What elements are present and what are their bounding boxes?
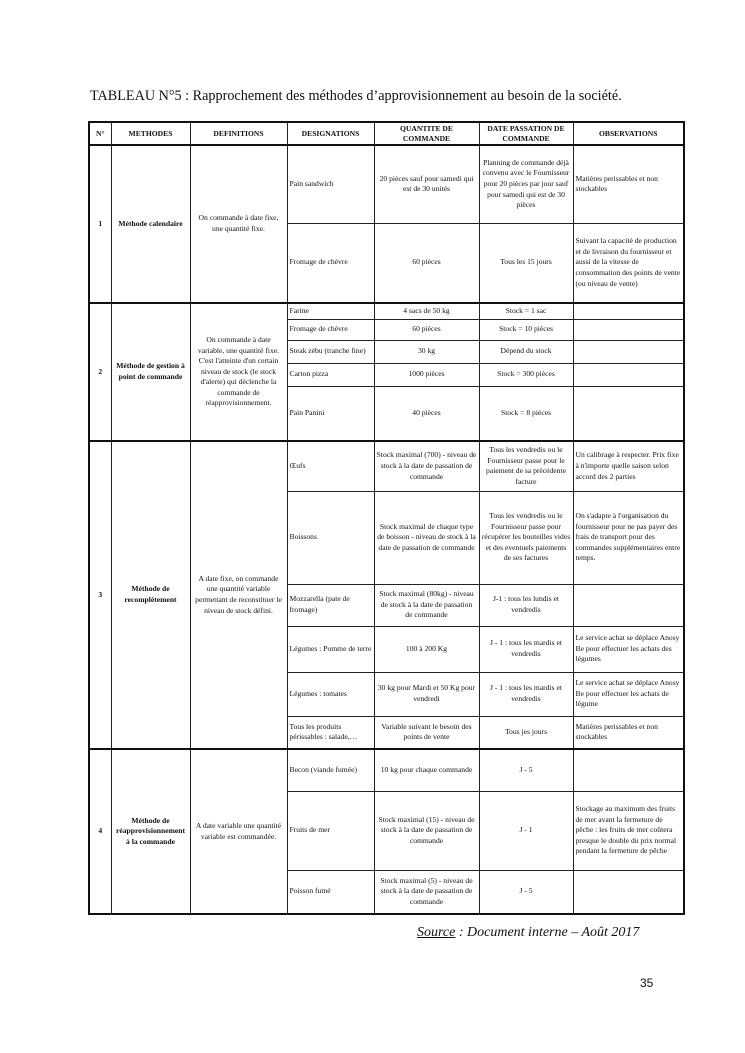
quantity-cell: 40 pièces [374,386,479,441]
date-cell: Stock = 300 pièces [479,363,573,386]
header-row [89,122,684,145]
method-name-cell: Méthode de recomplètement [111,441,190,749]
observation-cell: Un calibrage à respecter. Prix fixe à n'importe quelle saison selon accord des 2 parties [573,441,684,491]
observation-cell: Matières perissables et non stockables [573,716,684,749]
quantity-cell: Stock maximal de chaque type de boisson - niveau de stock à la date de passation de commande [374,491,479,584]
definition-cell: A date fixe, on commande une quantité variable permettant de reconstituer le niveau de stock défini. [190,441,287,749]
observation-cell: Suivant la capacité de production et de livraison du fournisseur et aussi de la vitesse de consommation des points de vente (ou niveau de vente) [573,223,684,303]
designation-cell: Pain Panini [287,386,374,441]
definition-cell: On commande à date fixe, une quantité fixe. [190,145,287,303]
method-number-cell: 4 [89,749,111,914]
designation-cell: Légumes : Pomme de terre [287,626,374,672]
header-number: N° [89,122,111,145]
designation-cell: Fromage de chèvre [287,319,374,340]
method-name-cell: Méthode de réapprovisionnement à la commande [111,749,190,914]
quantity-cell: 20 pièces sauf pour samedi qui est de 30 unités [374,145,479,223]
quantity-cell: Stock maximal (80kg) - niveau de stock à la date de passation de commande [374,584,479,626]
designation-cell: Fromage de chèvre [287,223,374,303]
observation-cell: Le service achat se déplace Anosy Be pour effectuer les achats des légumes [573,626,684,672]
designation-cell: Farine [287,303,374,319]
method-number-cell: 1 [89,145,111,303]
observation-cell: On s'adapte à l'organisation du fournisseur pour ne pas payer des frais de transport pour des commandes supplémentaires entre temps. [573,491,684,584]
date-cell: Planning de commande déjà convenu avec le Fournisseur pour 20 pièces par jour sauf pour samedi qui est de 30 pièces [479,145,573,223]
designation-cell: Mozzarella (pate de fromage) [287,584,374,626]
source-label: Source [417,925,456,940]
quantity-cell: 10 kg pour chaque commande [374,749,479,791]
observation-cell [573,870,684,914]
observation-cell [573,749,684,791]
date-cell: Stock = 1 sac [479,303,573,319]
designation-cell: Tous les produits périssables : salade,… [287,716,374,749]
date-cell: J - 1 : tous les mardis et vendredis [479,672,573,716]
quantity-cell: Stock maximal (5) - niveau de stock à la date de passation de commande [374,870,479,914]
quantity-cell: 30 kg pour Mardi et 50 Kg pour vendredi [374,672,479,716]
date-cell: J - 1 : tous les mardis et vendredis [479,626,573,672]
method-name-cell: Méthode calendaire [111,145,190,303]
observation-cell: Stockage au maximum des fruits de mer avant la fermeture de pêche : les fruits de mer coûtera presque le double du prix normal pendant la fermeture de pêche [573,791,684,870]
date-cell: Stock = 10 pièces [479,319,573,340]
header-quantity: QUANTITE DE COMMANDE [374,122,479,145]
date-cell: Stock = 8 pièces [479,386,573,441]
method-name-cell: Méthode de gestion à point de commande [111,303,190,441]
designation-cell: Poisson fumé [287,870,374,914]
designation-cell: Steak zébu (tranche fine) [287,340,374,363]
date-cell: Dépend du stock [479,340,573,363]
table-row [89,145,684,223]
quantity-cell: 1000 pièces [374,363,479,386]
table-row [89,441,684,491]
header-designations: DESIGNATIONS [287,122,374,145]
procurement-methods-table [88,121,685,915]
header-definitions: DEFINITIONS [190,122,287,145]
quantity-cell: 60 pièces [374,223,479,303]
observation-cell [573,386,684,441]
table-row [89,749,684,791]
designation-cell: Légumes : tomates [287,672,374,716]
quantity-cell: 60 pièces [374,319,479,340]
observation-cell [573,319,684,340]
designation-cell: Carton pizza [287,363,374,386]
quantity-cell: Stock maximal (700) - niveau de stock à la date de passation de commande [374,441,479,491]
definition-cell: On commande à date variable, une quantité fixe. C'est l'atteinte d'un certain niveau de stock (le stock d'alerte) qui déclenche la commande de réapprovisionnement. [190,303,287,441]
method-number-cell: 3 [89,441,111,749]
header-methods: METHODES [111,122,190,145]
table-row [89,303,684,319]
observation-cell [573,303,684,319]
date-cell: Tous les vendredis ou le Fournisseur passe pour le paiement de sa précédente facture [479,441,573,491]
definition-cell: A date variable une quantité variable est commandée. [190,749,287,914]
observation-cell: Matières perissables et non stockables [573,145,684,223]
designation-cell: Boissons [287,491,374,584]
date-cell: J-1 : tous les lundis et vendredis [479,584,573,626]
date-cell: Tous jes jours [479,716,573,749]
method-number-cell: 2 [89,303,111,441]
designation-cell: Œufs [287,441,374,491]
source-text: : Document interne – Août 2017 [455,925,640,940]
quantity-cell: Variable suivant le besoin des points de vente [374,716,479,749]
observation-cell [573,340,684,363]
table-title: TABLEAU N°5 : Rapprochement des méthodes d’approvisionnement au besoin de la société. [90,88,622,104]
designation-cell: Becon (viande fumée) [287,749,374,791]
observation-cell [573,584,684,626]
designation-cell: Pain sandwich [287,145,374,223]
quantity-cell: 4 sacs de 50 kg [374,303,479,319]
date-cell: J - 1 [479,791,573,870]
quantity-cell: Stock maximal (15) - niveau de stock à la date de passation de commande [374,791,479,870]
source-note [417,925,639,941]
header-date: DATE PASSATION DE COMMANDE [479,122,573,145]
date-cell: Tous les vendredis ou le Fournisseur passe pour récupérer les bouteilles vides et des eventuels paiements de ses factures [479,491,573,584]
header-observations: OBSERVATIONS [573,122,684,145]
date-cell: J - 5 [479,870,573,914]
designation-cell: Fruits de mer [287,791,374,870]
date-cell: J - 5 [479,749,573,791]
observation-cell [573,363,684,386]
quantity-cell: 100 à 200 Kg [374,626,479,672]
observation-cell: Le service achat se déplace Anosy Be pour effectuer les achats de légume [573,672,684,716]
quantity-cell: 30 kg [374,340,479,363]
date-cell: Tous les 15 jours [479,223,573,303]
page-number: 35 [640,976,654,990]
